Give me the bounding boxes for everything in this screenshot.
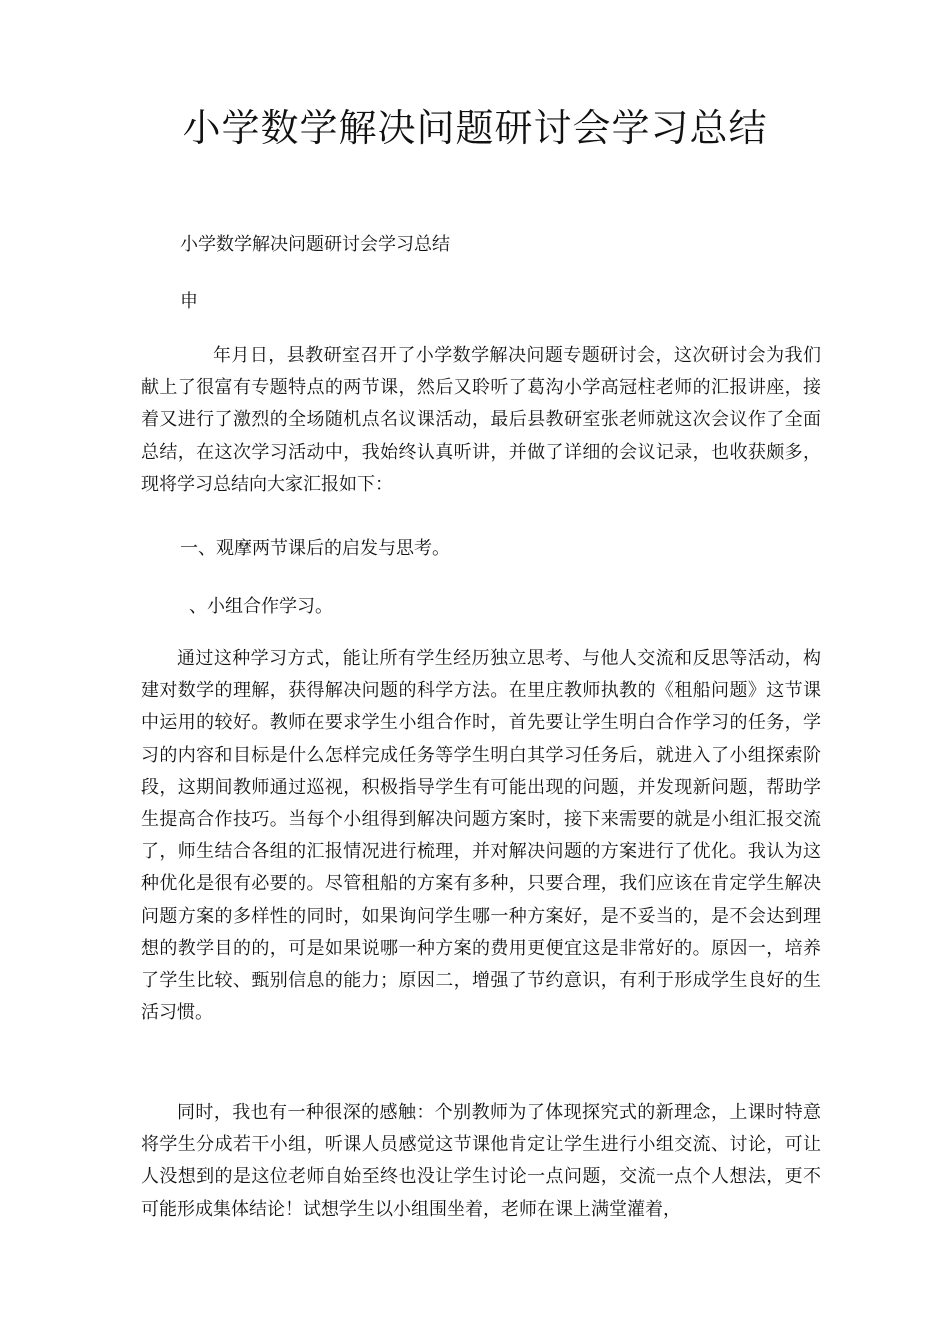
paragraph-intro: 年月日，县教研室召开了小学数学解决问题专题研讨会，这次研讨会为我们献上了很富有专题特点的两节课，然后又聆听了葛沟小学高冠柱老师的汇报讲座，接着又进行了激烈的全场随机点名议课活动，最后县教研室张老师就这次会议作了全面总结，在这次学习活动中，我始终认真听讲，并做了详细的会议记录，也收获颇多，现将学习总结向大家汇报如下： bbox=[141, 345, 821, 495]
author-name: 申 bbox=[180, 291, 198, 312]
paragraph-group-learning: 通过这种学习方式，能让所有学生经历独立思考、与他人交流和反思等活动，构建对数学的理解，获得解决问题的科学方法。在里庄教师执教的《租船问题》这节课中运用的较好。教师在要求学生小组合作时，首先要让学生明白合作学习的任务，学习的内容和目标是什么怎样完成任务等学生明白其学习任务后，就进入了小组探索阶段，这期间教师通过巡视，积极指导学生有可能出现的问题，并发现新问题，帮助学生提高合作技巧。当每个小组得到解决问题方案时，接下来需要的就是小组汇报交流了，师生结合各组的汇报情况进行梳理，并对解决问题的方案进行了优化。我认为这种优化是很有必要的。尽管租船的方案有多种，只要合理，我们应该在肯定学生解决问题方案的多样性的同时，如果询问学生哪一种方案好，是不妥当的，是不会达到理想的教学目的的，可是如果说哪一种方案的费用更便宜这是非常好的。原因一，培养了学生比较、甄别信息的能力；原因二，增强了节约意识，有利于形成学生良好的生活习惯。 bbox=[141, 648, 821, 1024]
section-heading: 一、观摩两节课后的启发与思考。 bbox=[180, 538, 450, 559]
document-subtitle: 小学数学解决问题研讨会学习总结 bbox=[180, 234, 450, 255]
paragraph-reflection: 同时，我也有一种很深的感触：个别教师为了体现探究式的新理念，上课时特意将学生分成若干小组，听课人员感觉这节课他肯定让学生进行小组交流、讨论，可让人没想到的是这位老师自始至终也没让学生讨论一点问题，交流一点个人想法，更不可能形成集体结论！试想学生以小组围坐着，老师在课上满堂灌着， bbox=[141, 1102, 821, 1220]
document-title: 小学数学解决问题研讨会学习总结 bbox=[182, 106, 768, 150]
subsection-heading: 、小组合作学习。 bbox=[189, 596, 333, 617]
